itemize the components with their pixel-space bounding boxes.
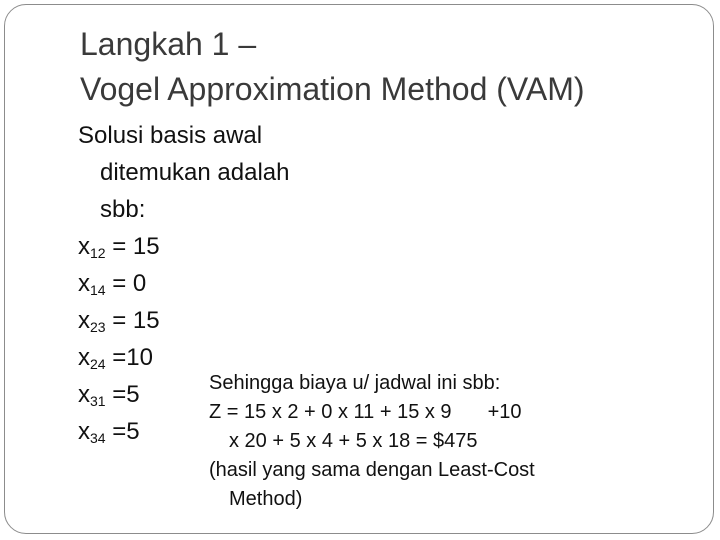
variable-x34: $x_{34} =5$ (78, 418, 140, 446)
slide-title (80, 22, 585, 112)
cost-line-2: Z = 15 x 2 + 0 x 11 + 15 x 9 +10 (209, 401, 522, 423)
variable-x23: $x_{23} = 15$ (78, 307, 160, 335)
variable-x12: $x_{12} = 15$ (78, 233, 160, 261)
cost-calculation (209, 369, 535, 514)
cost-line-4: (hasil yang sama dengan Least-Cost (209, 459, 535, 481)
cost-line-1: Sehingga biaya u/ jadwal ini sbb: (209, 372, 501, 394)
variable-x31: $x_{31} =5$ (78, 381, 140, 409)
title-line-1: Langkah 1 – (80, 26, 257, 62)
intro-line-2: ditemukan adalah (100, 159, 290, 186)
intro-line-3: sbb: (100, 196, 146, 223)
variable-x24: $x_{24} =10$ (78, 344, 153, 372)
cost-line-3: x 20 + 5 x 4 + 5 x 18 = $475 (229, 430, 478, 452)
variable-x14: $x_{14} = 0$ (78, 270, 147, 298)
cost-line-5: Method) (229, 488, 303, 510)
intro-line-1: Solusi basis awal (78, 122, 263, 149)
title-line-2: Vogel Approximation Method (VAM) (80, 71, 585, 107)
